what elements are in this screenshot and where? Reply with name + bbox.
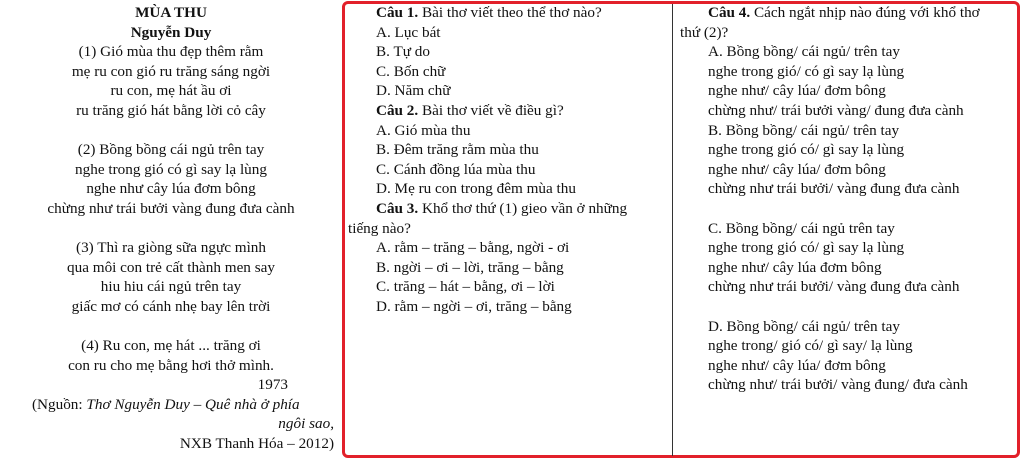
- option-line: A. Bồng bồng/ cái ngủ/ trên tay: [708, 43, 900, 61]
- poem-line: ru trăng gió hát bằng lời cỏ cây: [76, 101, 266, 119]
- poem-line: hiu hiu cái ngủ trên tay: [100, 278, 242, 296]
- poem-publisher: NXB Thanh Hóa – 2012): [179, 435, 334, 453]
- option-b: [676, 121, 1016, 199]
- option-line: nghe như/ cây lúa/ đơm bông: [708, 356, 886, 374]
- questions-left-column: [348, 3, 672, 458]
- poem-column: [0, 0, 342, 463]
- poem-line: (3) Thì ra giòng sữa ngực mình: [76, 239, 266, 257]
- option-line: D. Bồng bồng/ cái ngủ/ trên tay: [708, 317, 900, 335]
- poem-line: nghe trong gió có gì say lạ lùng: [75, 160, 267, 178]
- source-book-title: Thơ Nguyễn Duy – Quê nhà ở phía: [86, 395, 300, 413]
- option: D. Mẹ ru con trong đêm mùa thu: [376, 180, 576, 198]
- poem-year: 1973: [257, 376, 288, 394]
- option-line: chừng như trái bưởi/ vàng đung đưa cành: [708, 278, 960, 296]
- poem-line: (1) Gió mùa thu đẹp thêm rằm: [78, 43, 264, 61]
- option: D. rằm – ngời – ơi, trăng – bằng: [376, 297, 572, 315]
- column-divider: [672, 4, 673, 456]
- option-line: nghe như/ cây lúa đơm bông: [708, 258, 882, 276]
- question-label: Câu 3.: [376, 199, 419, 217]
- option-line: nghe trong gió có/ gì say lạ lùng: [708, 141, 905, 159]
- poem-title: MÙA THU: [135, 4, 207, 21]
- option-line: nghe như/ cây lúa/ đơm bông: [708, 82, 886, 100]
- question-label: Câu 2.: [376, 101, 419, 119]
- poem-line: chừng như trái bưởi vàng đung đưa cành: [47, 199, 295, 217]
- question-4: [676, 3, 1016, 23]
- option: C. Bốn chữ: [376, 62, 446, 80]
- poem-line: mẹ ru con gió ru trăng sáng ngời: [71, 62, 271, 80]
- option-line: C. Bồng bồng/ cái ngủ trên tay: [708, 219, 895, 237]
- option: D. Năm chữ: [376, 82, 451, 100]
- source-prefix: (Nguồn:: [32, 395, 87, 413]
- option: A. rằm – trăng – bằng, ngời - ơi: [376, 239, 570, 257]
- question-label: Câu 4.: [708, 4, 751, 21]
- option: B. ngời – ơi – lời, trăng – bằng: [376, 258, 564, 276]
- option-a: [676, 42, 1016, 120]
- stanza-1: [0, 42, 342, 120]
- option-line: B. Bồng bồng/ cái ngủ/ trên tay: [708, 121, 900, 139]
- source-book-title-cont: ngôi sao: [278, 415, 331, 433]
- option: A. Gió mùa thu: [376, 121, 471, 139]
- option-line: nghe trong gió/ có gì say lạ lùng: [708, 62, 905, 80]
- option-c: [676, 219, 1016, 297]
- question-text: Cách ngắt nhịp nào đúng với khổ thơ: [750, 4, 980, 21]
- poem-line: nghe như cây lúa đơm bông: [86, 180, 256, 198]
- poem-line: qua môi con trẻ cất thành men say: [67, 258, 275, 276]
- poem-author: Nguyễn Duy: [130, 23, 212, 41]
- poem-line: (4) Ru con, mẹ hát ... trăng ơi: [81, 337, 261, 355]
- poem-line: ru con, mẹ hát ầu ơi: [110, 82, 232, 100]
- option-d: [676, 317, 1016, 395]
- poem-source-cont: [0, 414, 342, 434]
- question-2: [348, 101, 672, 121]
- poem-line: giấc mơ có cánh nhẹ bay lên trời: [71, 297, 271, 315]
- option: A. Lục bát: [376, 23, 441, 41]
- question-3: [348, 199, 672, 219]
- question-1: [348, 3, 672, 23]
- option-line: chừng như trái bưởi/ vàng đung đưa cành: [708, 180, 960, 198]
- question-text: Bài thơ viết về điều gì?: [418, 101, 564, 119]
- question-label: Câu 1.: [376, 4, 419, 21]
- source-comma: ,: [330, 415, 334, 433]
- option: B. Tự do: [376, 43, 430, 61]
- option-line: nghe trong gió có/ gì say lạ lùng: [708, 239, 905, 257]
- stanza-2: [0, 140, 342, 218]
- question-text-cont: tiếng nào?: [348, 219, 411, 237]
- option-line: chừng như/ trái bưởi vàng/ đung đưa cành: [708, 101, 964, 119]
- option: C. trăng – hát – bằng, ơi – lời: [376, 278, 555, 296]
- question-text-cont: thứ (2)?: [680, 23, 729, 41]
- poem-source: [0, 395, 342, 415]
- option-line: nghe trong/ gió có/ gì say/ lạ lùng: [708, 337, 913, 355]
- question-text: Bài thơ viết theo thể thơ nào?: [418, 4, 602, 21]
- option-line: nghe như/ cây lúa/ đơm bông: [708, 160, 886, 178]
- option: B. Đêm trăng rằm mùa thu: [376, 141, 539, 159]
- option: C. Cánh đồng lúa mùa thu: [376, 160, 536, 178]
- stanza-3: [0, 238, 342, 316]
- poem-line: con ru cho mẹ bằng hơi thở mình.: [68, 356, 274, 374]
- question-text: Khổ thơ thứ (1) gieo vần ở những: [418, 199, 628, 217]
- questions-right-column: [676, 3, 1016, 458]
- option-line: chừng như/ trái bưởi/ vàng đung/ đưa cành: [708, 376, 968, 394]
- poem-line: (2) Bồng bồng cái ngủ trên tay: [77, 141, 265, 159]
- stanza-4: [0, 336, 342, 375]
